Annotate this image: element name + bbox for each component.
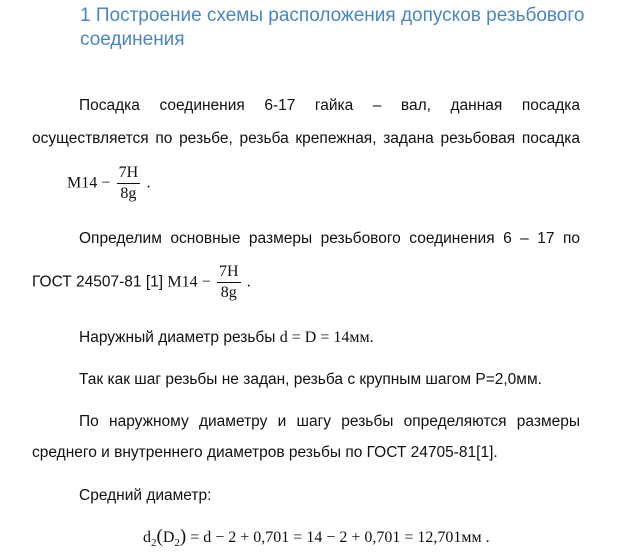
formula-7-d: d	[143, 529, 151, 546]
paragraph-2-line-1: Определим основные размеры резьбового соединения 6 – 17 по	[79, 230, 580, 247]
paragraph-3	[32, 329, 580, 347]
formula-1-fraction	[117, 163, 141, 204]
paragraph-1-line-1: Посадка соединения 6-17 гайка – вал, данная посадка	[79, 97, 580, 114]
formula-2-fraction	[217, 262, 241, 303]
formula-7-D: D	[162, 529, 175, 546]
formula-mean-diameter: $d_2(D_2) = d - 2 + 0,701 = 14 - 2 + 0,701 = 12,701мм$ .	[143, 526, 490, 550]
paragraph-3-text: Наружный диаметр резьбы	[79, 329, 276, 346]
formula-7-sub-2: 2	[174, 537, 180, 550]
section-heading: 1 Построение схемы расположения допусков резьбового соединения	[80, 5, 585, 50]
formula-2-prefix: M14 −	[167, 273, 211, 291]
formula-1-denominator: 8g	[120, 185, 137, 202]
paragraph-4: Так как шаг резьбы не задан, резьба с крупным шагом P=2,0мм.	[79, 371, 542, 388]
formula-1	[67, 163, 615, 204]
formula-2-numerator: 7H	[217, 262, 241, 283]
formula-3: d = D = 14мм.	[279, 329, 374, 346]
paragraph-5-line-1: По наружному диаметру и шагу резьбы определяются размеры	[79, 413, 580, 430]
formula-7-sub-1: 2	[151, 537, 157, 550]
formula-1-numerator: 7H	[117, 163, 141, 184]
formula-7-rest: = d − 2 + 0,701 = 14 − 2 + 0,701 = 12,701мм .	[190, 529, 490, 546]
paragraph-2-text: ГОСТ 24507-81 [1]	[32, 273, 164, 291]
paragraph-1-line-2: осуществляется по резьбе, резьба крепежная, задана резьбовая посадка	[32, 130, 580, 147]
paragraph-5-line-2: среднего и внутреннего диаметров резьбы по ГОСТ 24705-81[1].	[32, 444, 498, 461]
formula-2-suffix: .	[246, 273, 251, 291]
formula-1-prefix: M14 −	[67, 174, 111, 192]
paragraph-2-line-2	[32, 262, 580, 303]
formula-1-suffix: .	[146, 174, 151, 192]
paragraph-6: Средний диаметр:	[79, 487, 212, 504]
formula-2-denominator: 8g	[220, 284, 237, 301]
